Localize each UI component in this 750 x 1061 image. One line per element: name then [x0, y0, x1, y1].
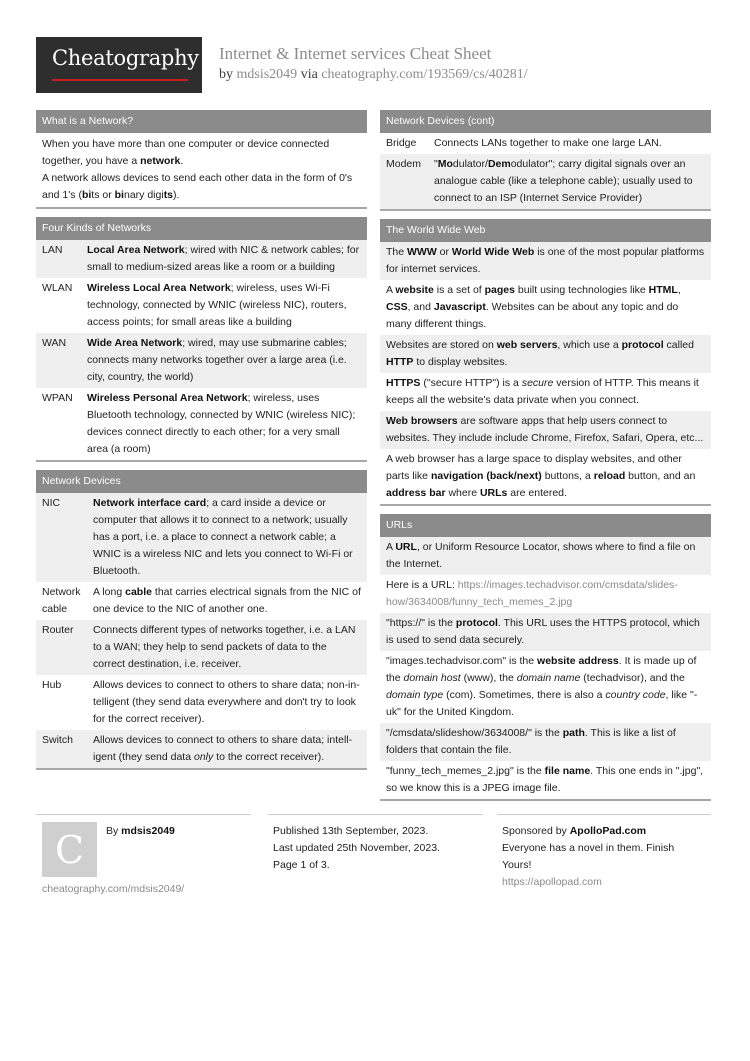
footer-sponsor: Sponsored by ApolloPad.com [502, 825, 647, 837]
section-title: Network Devices (cont) [380, 110, 711, 133]
table-row [36, 582, 367, 620]
avatar-letter: C [54, 828, 85, 872]
list-item: "funny_tech_memes_2.jpg" is the file name. This one ends in ".jpg", so we know this is a JPEG image file. [386, 765, 704, 794]
table-row [36, 278, 367, 333]
sponsor-link[interactable]: ApolloPad.com [569, 825, 647, 837]
row-value: Wide Area Network; wired, may use submarine cables; connects many networks together over a large area (i.e. city, country, the world) [87, 337, 347, 383]
avatar[interactable] [42, 822, 97, 877]
table-row [36, 240, 367, 278]
list-item: A URL, or Uniform Resource Locator, shows where to find a file on the Internet. [380, 537, 711, 575]
section-what-is-network [36, 110, 367, 209]
list-item: "https://" is the protocol. This URL uses the HTTPS protocol, which is used to send data securely. [380, 613, 711, 651]
row-key: Hub [42, 679, 62, 691]
table-row [380, 154, 711, 209]
byline-author-link[interactable]: mdsis2049 [236, 67, 298, 82]
list-item: "images.techadvisor.com" is the website address. It is made up of the domain host (www), the domain name (techadvisor), and the domain type (com). Sometimes, there is also a country code, like "-uk" for the United Kingdom. [386, 655, 698, 718]
logo-underline [52, 79, 188, 81]
table-row [36, 675, 367, 730]
byline-via: via [300, 67, 318, 82]
section-paragraph: When you have more than one computer or device connected together, you have a network. A network allows devices to send each other data in the form of 0's and 1's (bits or binary digits). [42, 138, 353, 201]
table-row [36, 730, 367, 768]
table-row [36, 333, 367, 388]
right-column [380, 110, 711, 809]
list-item: HTTPS ("secure HTTP") is a secure version of HTTP. This means it keeps all the website's data private when you connect. [386, 377, 699, 406]
row-key: Network cable [42, 586, 81, 615]
footer-page-number: Page 1 of 3. [273, 859, 330, 871]
list-item: Web browsers are software apps that help users connect to websites. They include include Chrome, Firefox, Safari, Opera, etc... [380, 411, 711, 449]
row-value: Allows devices to connect to others to share data; non-intelligent (they send data everywhere and don't try to look for the correct receiver). [93, 679, 360, 725]
footer-divider [497, 814, 711, 815]
row-key: WAN [42, 337, 67, 349]
footer-divider [36, 814, 251, 815]
section-four-kinds [36, 217, 367, 462]
byline [219, 66, 528, 83]
section-urls [380, 514, 711, 801]
row-key: WLAN [42, 282, 73, 294]
section-network-devices [36, 470, 367, 770]
row-value: Wireless Local Area Network; wireless, uses Wi-Fi technology, connected by WNIC (wireless NIC), routers, access points; for small areas like a building [87, 282, 347, 328]
table-row [380, 133, 711, 154]
row-value: Local Area Network; wired with NIC & network cables; for small to medium-sized areas like a room or a building [87, 244, 360, 273]
footer-updated: Last updated 25th November, 2023. [273, 842, 440, 854]
section-network-devices-cont [380, 110, 711, 211]
list-item: Here is a URL: https://images.techadvisor.com/cmsdata/slideshow/3634008/funny_tech_memes_2.jpg [386, 579, 678, 608]
footer-author: By mdsis2049 [106, 825, 175, 837]
table-row [36, 620, 367, 675]
byline-url-link[interactable]: cheatography.com/193569/cs/40281/ [321, 67, 528, 82]
list-item: The WWW or World Wide Web is one of the most popular platforms for internet services. [380, 242, 711, 280]
footer-divider [268, 814, 483, 815]
section-title: Network Devices [36, 470, 367, 493]
row-key: WPAN [42, 392, 73, 404]
row-value: "Modulator/Demodulator"; carry digital signals over an analogue cable (like a telephone cable); usually used to connect to an ISP (Internet Service Provider) [434, 158, 693, 204]
row-value: Connects different types of networks together, i.e. a LAN to a WAN; they help to send packets of data to the correct destination, i.e. receiver. [93, 624, 356, 670]
list-item: Websites are stored on web servers, which use a protocol called HTTP to display websites. [380, 335, 711, 373]
section-title: URLs [380, 514, 711, 537]
row-key: Router [42, 624, 74, 636]
section-title: Four Kinds of Networks [36, 217, 367, 240]
section-world-wide-web [380, 219, 711, 506]
row-key: Switch [42, 734, 73, 746]
row-key: NIC [42, 497, 61, 509]
list-item: A website is a set of pages built using technologies like HTML, CSS, and Javascript. Websites can be about any topic and do many different things. [386, 284, 681, 330]
footer-sponsor-url[interactable]: https://apollopad.com [502, 876, 602, 888]
row-value: Allows devices to connect to others to share data; intelligent (they send data only to the correct receiver). [93, 734, 353, 763]
footer-sponsor-text: Everyone has a novel in them. Finish Yours! [502, 842, 675, 871]
example-url-link[interactable]: https://images.techadvisor.com/cmsdata/slideshow/3634008/funny_tech_memes_2.jpg [386, 579, 678, 608]
row-key: Modem [386, 158, 422, 170]
logo-text: Cheatography [52, 46, 199, 70]
row-key: LAN [42, 244, 63, 256]
cheatography-logo[interactable] [36, 37, 202, 93]
section-title: The World Wide Web [380, 219, 711, 242]
row-value: A long cable that carries electrical signals from the NIC of one device to the NIC of another one. [93, 586, 361, 615]
row-key: Bridge [386, 137, 417, 149]
footer-author-link[interactable]: mdsis2049 [121, 825, 175, 837]
row-value: Network interface card; a card inside a device or computer that allows it to connect to a network; usually has a port, i.e. a place to connect a network cable; a WNIC is a wireless NIC and lets you connect to Wi-Fi or Bluetooth. [93, 497, 353, 577]
table-row [36, 493, 367, 582]
footer-published: Published 13th September, 2023. [273, 825, 429, 837]
list-item: "/cmsdata/slideshow/3634008/" is the path. This is like a list of folders that contain the file. [380, 723, 711, 761]
list-item: A web browser has a large space to display websites, and other parts like navigation (back/next) buttons, a reload button, and an address bar where URLs are entered. [386, 453, 696, 499]
table-row [36, 388, 367, 460]
left-column [36, 110, 367, 778]
section-title: What is a Network? [36, 110, 367, 133]
row-value: Connects LANs together to make one large LAN. [434, 137, 662, 149]
footer-author-url[interactable]: cheatography.com/mdsis2049/ [42, 883, 185, 895]
page-title: Internet & Internet services Cheat Sheet [219, 44, 492, 63]
row-value: Wireless Personal Area Network; wireless, uses Bluetooth technology, connected by WNIC (wireless NIC); devices connect directly to each other; for a very small area (a room) [87, 392, 356, 455]
byline-by: by [219, 67, 233, 82]
